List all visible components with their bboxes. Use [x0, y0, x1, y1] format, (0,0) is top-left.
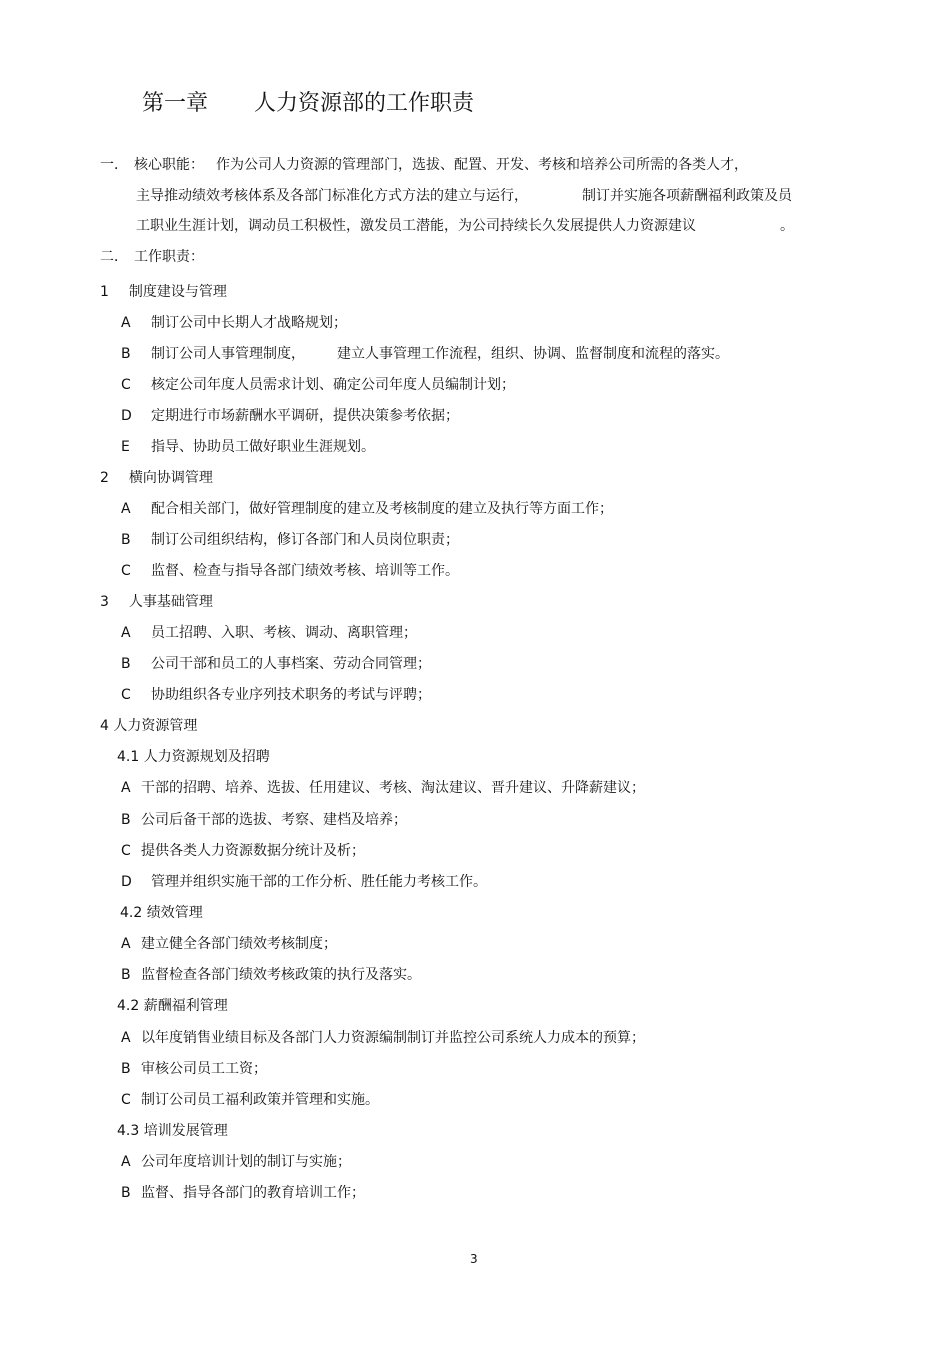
item-marker: C — [121, 563, 131, 579]
list-item — [121, 530, 459, 550]
item-text: 公司干部和员工的人事档案、劳动合同管理； — [151, 656, 431, 672]
list-item — [121, 406, 459, 426]
item-text: 制订公司人事管理制度， — [151, 346, 305, 362]
item-marker: B — [121, 1061, 131, 1077]
item-marker: D — [121, 874, 132, 890]
item-text: 管理并组织实施干部的工作分析、胜任能力考核工作。 — [151, 874, 487, 890]
list-item — [121, 685, 431, 705]
core-text-3a: 工职业生涯计划，调动员工积极性，激发员工潜能，为公司持续长久发展提供人力资源建议 — [136, 218, 696, 234]
section-1-heading — [100, 282, 227, 302]
item-text: 制订公司中长期人才战略规划； — [151, 315, 347, 331]
core-line-1 — [100, 155, 748, 175]
core-text-2b: 制订并实施各项薪酬福利政策及员 — [582, 188, 792, 204]
list-item — [121, 934, 337, 954]
item-text: 提供各类人力资源数据分统计及析； — [141, 843, 365, 859]
item-text: 公司年度培训计划的制订与实施； — [141, 1154, 351, 1170]
list-item — [121, 313, 347, 333]
item-marker: B — [121, 656, 131, 672]
section-title: 制度建设与管理 — [128, 284, 227, 300]
section-number: 3 — [100, 594, 109, 610]
item-text: 指导、协助员工做好职业生涯规划。 — [151, 439, 375, 455]
item-marker: A — [121, 315, 131, 331]
list-item — [121, 1090, 379, 1110]
section-4-heading: 4 人力资源管理 — [100, 718, 198, 734]
item-marker: A — [121, 1030, 131, 1046]
item-marker: A — [121, 780, 131, 796]
section-title: 横向协调管理 — [128, 470, 213, 486]
chapter-heading: 人力资源部的工作职责 — [254, 91, 475, 116]
item-text: 协助组织各专业序列技术职务的考试与评聘； — [151, 687, 431, 703]
item-marker: C — [121, 377, 131, 393]
list-item — [121, 965, 421, 985]
item-text: 以年度销售业绩目标及各部门人力资源编制制订并监控公司系统人力成本的预算； — [141, 1030, 645, 1046]
item-marker: E — [121, 439, 130, 455]
list-item — [121, 654, 431, 674]
subsection-heading: 4.2 绩效管理 — [120, 905, 203, 921]
list-item — [121, 375, 515, 395]
list-item — [121, 437, 375, 457]
item-marker: C — [121, 687, 131, 703]
item-marker: B — [121, 967, 131, 983]
core-text-3b: 。 — [780, 218, 794, 234]
item-text: 员工招聘、入职、考核、调动、离职管理； — [151, 625, 417, 641]
core-label: 核心职能： — [134, 157, 204, 173]
core-text-2a: 主导推动绩效考核体系及各部门标准化方式方法的建立与运行， — [136, 188, 528, 204]
list-item — [121, 344, 729, 364]
chapter-number: 第一章 — [142, 91, 209, 116]
item-text-continued: 建立人事管理工作流程，组织、协调、监督制度和流程的落实。 — [337, 346, 729, 362]
core-marker: 一． — [100, 157, 128, 173]
list-item — [121, 872, 487, 892]
item-text: 审核公司员工工资； — [141, 1061, 267, 1077]
item-text: 监督、指导各部门的教育培训工作； — [141, 1185, 365, 1201]
duties-marker: 二． — [100, 249, 128, 265]
subsection-heading: 4.1 人力资源规划及招聘 — [117, 749, 270, 765]
item-marker: C — [121, 843, 131, 859]
section-number: 2 — [100, 470, 109, 486]
item-text: 干部的招聘、培养、选拔、任用建议、考核、淘汰建议、晋升建议、升降薪建议； — [141, 780, 645, 796]
item-text: 定期进行市场薪酬水平调研，提供决策参考依据； — [151, 408, 459, 424]
list-item — [121, 499, 613, 519]
list-item — [121, 1059, 267, 1079]
section-title: 人事基础管理 — [128, 594, 213, 610]
section-2-heading — [100, 468, 213, 488]
item-marker: C — [121, 1092, 131, 1108]
item-marker: A — [121, 1154, 131, 1170]
core-line-3 — [136, 216, 794, 236]
list-item — [121, 561, 459, 581]
subsection-heading: 4.3 培训发展管理 — [117, 1123, 228, 1139]
list-item — [121, 1152, 351, 1172]
duties-label: 工作职责： — [134, 249, 204, 265]
item-marker: B — [121, 532, 131, 548]
item-marker: D — [121, 408, 132, 424]
list-item — [121, 623, 417, 643]
page-number: 3 — [470, 1252, 478, 1266]
duties-heading — [100, 247, 204, 267]
item-marker: A — [121, 501, 131, 517]
list-item — [121, 1028, 645, 1048]
item-text: 建立健全各部门绩效考核制度； — [141, 936, 337, 952]
core-line-2 — [136, 186, 792, 206]
list-item — [121, 810, 407, 830]
list-item — [121, 778, 645, 798]
item-text: 监督、检查与指导各部门绩效考核、培训等工作。 — [151, 563, 459, 579]
subsection-heading: 4.2 薪酬福利管理 — [117, 998, 228, 1014]
section-number: 1 — [100, 284, 109, 300]
item-marker: A — [121, 936, 131, 952]
item-marker: B — [121, 346, 131, 362]
item-text: 核定公司年度人员需求计划、确定公司年度人员编制计划； — [151, 377, 515, 393]
core-text-1: 作为公司人力资源的管理部门，选拔、配置、开发、考核和培养公司所需的各类人才， — [216, 157, 748, 173]
list-item — [121, 841, 365, 861]
item-marker: B — [121, 812, 131, 828]
item-marker: B — [121, 1185, 131, 1201]
item-text: 制订公司组织结构，修订各部门和人员岗位职责； — [151, 532, 459, 548]
section-3-heading — [100, 592, 213, 612]
item-text: 制订公司员工福利政策并管理和实施。 — [141, 1092, 379, 1108]
chapter-title — [142, 86, 474, 117]
item-text: 监督检查各部门绩效考核政策的执行及落实。 — [141, 967, 421, 983]
item-text: 公司后备干部的选拔、考察、建档及培养； — [141, 812, 407, 828]
item-marker: A — [121, 625, 131, 641]
list-item — [121, 1183, 365, 1203]
item-text: 配合相关部门，做好管理制度的建立及考核制度的建立及执行等方面工作； — [151, 501, 613, 517]
